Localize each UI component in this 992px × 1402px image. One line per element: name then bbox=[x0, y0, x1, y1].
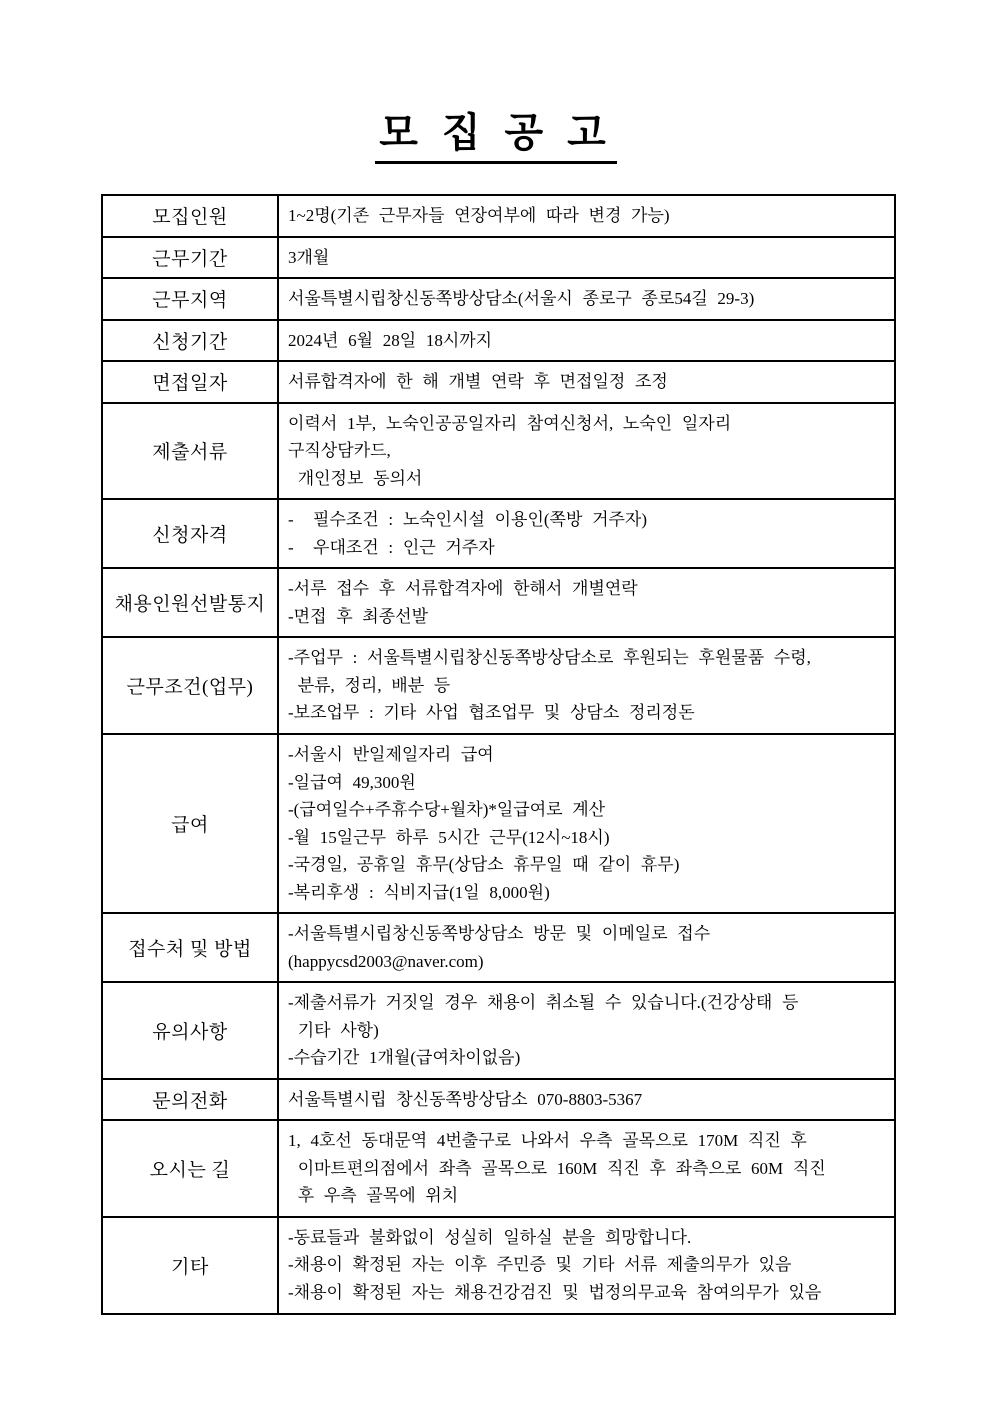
page-title: 모 집 공 고 bbox=[375, 110, 617, 164]
content-line: 2024년 6월 28일 18시까지 bbox=[288, 330, 493, 350]
content-line: -월 15일근무 하루 5시간 근무(12시~18시) bbox=[288, 827, 610, 847]
content-line: -일급여 49,300원 bbox=[288, 772, 416, 792]
row-content bbox=[278, 1217, 895, 1314]
content-line: 3개월 bbox=[288, 247, 330, 267]
content-line: -국경일, 공휴일 휴무(상담소 휴무일 때 같이 휴무) bbox=[288, 855, 680, 875]
content-line: -보조업무 : 기타 사업 협조업무 및 상담소 정리정돈 bbox=[288, 703, 695, 723]
content-line: -서루 접수 후 서류합격자에 한해서 개별연락 bbox=[288, 579, 638, 599]
row-content bbox=[278, 637, 895, 734]
content-line: 후 우측 골목에 위치 bbox=[288, 1186, 459, 1206]
row-content bbox=[278, 568, 895, 637]
table-row bbox=[102, 637, 895, 734]
row-content bbox=[278, 499, 895, 568]
table-row bbox=[102, 982, 895, 1079]
content-line: 이마트편의점에서 좌측 골목으로 160M 직진 후 좌측으로 60M 직진 bbox=[288, 1158, 826, 1178]
notice-table-body bbox=[102, 195, 895, 1314]
table-row bbox=[102, 499, 895, 568]
content-line: -서울특별시립창신동쪽방상담소 방문 및 이메일로 접수 bbox=[288, 924, 711, 944]
content-line: 서울특별시립 창신동쪽방상담소 070-8803-5367 bbox=[288, 1089, 643, 1109]
row-content bbox=[278, 1120, 895, 1217]
table-row bbox=[102, 1217, 895, 1314]
content-line: -채용이 확정된 자는 채용건강검진 및 법정의무교육 참여의무가 있음 bbox=[288, 1283, 822, 1302]
content-line: 서류합격자에 한 해 개별 연락 후 면접일정 조정 bbox=[288, 372, 668, 392]
table-row bbox=[102, 320, 895, 362]
table-row bbox=[102, 361, 895, 403]
content-line: - 필수조건 : 노숙인시설 이용인(쪽방 거주자) bbox=[288, 510, 648, 530]
row-label: 모집인원 bbox=[102, 195, 278, 237]
content-line: -면접 후 최종선발 bbox=[288, 606, 428, 626]
content-line: -(급여일수+주휴수당+월차)*일급여로 계산 bbox=[288, 800, 606, 820]
row-content bbox=[278, 320, 895, 362]
row-label: 신청기간 bbox=[102, 320, 278, 362]
row-label: 제출서류 bbox=[102, 403, 278, 500]
notice-table bbox=[101, 194, 896, 1315]
table-row bbox=[102, 237, 895, 279]
content-line: 서울특별시립창신동쪽방상담소(서울시 종로구 종로54길 29-3) bbox=[288, 289, 755, 309]
table-row bbox=[102, 568, 895, 637]
table-row bbox=[102, 734, 895, 913]
content-line: - 우대조건 : 인근 거주자 bbox=[288, 537, 495, 557]
content-line: 구직상담카드, bbox=[288, 441, 391, 461]
row-content bbox=[278, 195, 895, 237]
content-line: -동료들과 불화없이 성실히 일하실 분을 희망합니다. bbox=[288, 1227, 692, 1247]
title-container bbox=[0, 110, 992, 164]
row-label: 근무조건(업무) bbox=[102, 637, 278, 734]
row-label: 오시는 길 bbox=[102, 1120, 278, 1217]
row-label: 채용인원선발통지 bbox=[102, 568, 278, 637]
content-line: 1, 4호선 동대문역 4번출구로 나와서 우측 골목으로 170M 직진 후 bbox=[288, 1131, 807, 1151]
table-row bbox=[102, 913, 895, 982]
row-content bbox=[278, 403, 895, 500]
content-line: -주업무 : 서울특별시립창신동쪽방상담소로 후원되는 후원물품 수령, bbox=[288, 648, 811, 668]
row-content bbox=[278, 982, 895, 1079]
row-label: 면접일자 bbox=[102, 361, 278, 403]
table-row bbox=[102, 1079, 895, 1121]
row-label: 근무지역 bbox=[102, 278, 278, 320]
row-content bbox=[278, 278, 895, 320]
table-row bbox=[102, 278, 895, 320]
row-content bbox=[278, 1079, 895, 1121]
row-label: 문의전화 bbox=[102, 1079, 278, 1121]
row-label: 신청자격 bbox=[102, 499, 278, 568]
content-line: 분류, 정리, 배분 등 bbox=[288, 675, 451, 695]
content-line: 이력서 1부, 노숙인공공일자리 참여신청서, 노숙인 일자리 bbox=[288, 413, 732, 433]
row-content bbox=[278, 913, 895, 982]
content-line: -복리후생 : 식비지급(1일 8,000원) bbox=[288, 882, 550, 902]
content-line: -서울시 반일제일자리 급여 bbox=[288, 744, 494, 764]
content-line: 개인정보 동의서 bbox=[288, 468, 423, 488]
row-label: 유의사항 bbox=[102, 982, 278, 1079]
table-row bbox=[102, 1120, 895, 1217]
row-label: 급여 bbox=[102, 734, 278, 913]
content-line: 1~2명(기존 근무자들 연장여부에 따라 변경 가능) bbox=[288, 206, 670, 225]
content-line: 기타 사항) bbox=[288, 1020, 379, 1040]
row-content bbox=[278, 237, 895, 279]
row-content bbox=[278, 361, 895, 403]
content-line: -제출서류가 거짓일 경우 채용이 취소될 수 있습니다.(건강상태 등 bbox=[288, 993, 799, 1013]
row-label: 접수처 및 방법 bbox=[102, 913, 278, 982]
row-label: 근무기간 bbox=[102, 237, 278, 279]
content-line: (happycsd2003@naver.com) bbox=[288, 951, 484, 971]
table-row bbox=[102, 403, 895, 500]
content-line: -채용이 확정된 자는 이후 주민증 및 기타 서류 제출의무가 있음 bbox=[288, 1255, 792, 1275]
table-row bbox=[102, 195, 895, 237]
content-line: -수습기간 1개월(급여차이없음) bbox=[288, 1048, 521, 1068]
row-content bbox=[278, 734, 895, 913]
row-label: 기타 bbox=[102, 1217, 278, 1314]
